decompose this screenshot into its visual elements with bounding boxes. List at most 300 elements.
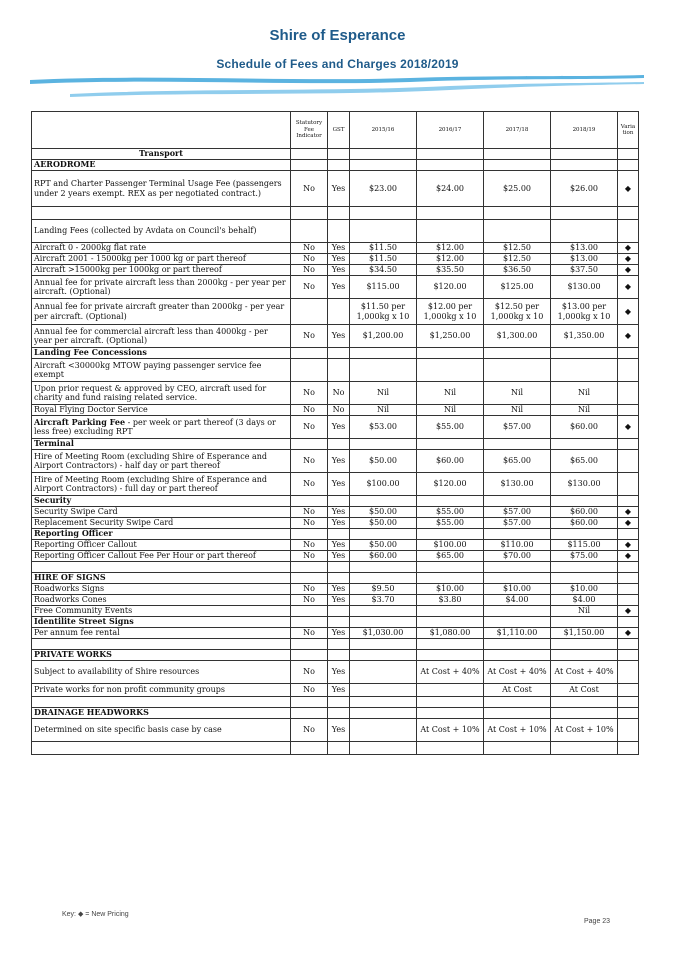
fee-2015-16 xyxy=(350,149,417,160)
fee-2018-19: $130.00 xyxy=(551,473,618,496)
fee-2016-17 xyxy=(417,617,484,628)
statutory-indicator: No xyxy=(291,628,328,639)
statutory-indicator xyxy=(291,439,328,450)
new-pricing-marker: ◆ xyxy=(618,254,639,265)
col-header-2016-17: 2016/17 xyxy=(417,112,484,149)
fee-2015-16: $60.00 xyxy=(350,551,417,562)
fee-2016-17: $12.00 per 1,000kg x 10 xyxy=(417,299,484,325)
fee-2018-19: At Cost xyxy=(551,684,618,697)
fee-2015-16: Nil xyxy=(350,405,417,416)
gst-flag xyxy=(328,697,350,708)
fee-2017-18: $4.00 xyxy=(484,595,551,606)
statutory-indicator: No xyxy=(291,661,328,684)
fee-2017-18 xyxy=(484,606,551,617)
fee-2018-19: At Cost + 10% xyxy=(551,719,618,742)
fee-2018-19: $13.00 xyxy=(551,254,618,265)
fee-2016-17 xyxy=(417,149,484,160)
fee-2018-19: $60.00 xyxy=(551,507,618,518)
fee-2015-16: $3.70 xyxy=(350,595,417,606)
key-legend: Key: ◆ = New Pricing xyxy=(62,911,129,918)
statutory-indicator: No xyxy=(291,450,328,473)
fee-2018-19 xyxy=(551,742,618,755)
fee-2017-18: $25.00 xyxy=(484,171,551,207)
new-pricing-marker xyxy=(618,617,639,628)
table-row xyxy=(32,405,639,416)
fee-description: Private works for non profit community groups xyxy=(32,684,291,697)
fee-description: Identilite Street Signs xyxy=(32,617,291,628)
table-row xyxy=(32,562,639,573)
fee-2018-19 xyxy=(551,617,618,628)
gst-flag: Yes xyxy=(328,595,350,606)
new-pricing-marker xyxy=(618,684,639,697)
gst-flag xyxy=(328,149,350,160)
table-row xyxy=(32,325,639,348)
fee-2017-18: Nil xyxy=(484,405,551,416)
fees-table-body xyxy=(32,149,639,755)
table-row xyxy=(32,265,639,276)
fee-description xyxy=(32,697,291,708)
table-row xyxy=(32,348,639,359)
new-pricing-marker xyxy=(618,359,639,382)
fee-2017-18 xyxy=(484,160,551,171)
fee-2017-18: $130.00 xyxy=(484,473,551,496)
col-header-2018-19: 2018/19 xyxy=(551,112,618,149)
fee-2016-17 xyxy=(417,562,484,573)
new-pricing-marker: ◆ xyxy=(618,416,639,439)
fee-2018-19: $60.00 xyxy=(551,518,618,529)
fee-2017-18: $57.00 xyxy=(484,507,551,518)
fee-2015-16: $100.00 xyxy=(350,473,417,496)
fee-2017-18 xyxy=(484,348,551,359)
table-row xyxy=(32,628,639,639)
statutory-indicator: No xyxy=(291,595,328,606)
new-pricing-marker: ◆ xyxy=(618,551,639,562)
gst-flag: Yes xyxy=(328,171,350,207)
fee-2017-18 xyxy=(484,650,551,661)
fee-2015-16: $115.00 xyxy=(350,276,417,299)
fee-2015-16 xyxy=(350,719,417,742)
swoosh-line-bottom xyxy=(70,82,644,97)
gst-flag: No xyxy=(328,382,350,405)
fee-2017-18: $36.50 xyxy=(484,265,551,276)
new-pricing-marker xyxy=(618,348,639,359)
fee-2016-17: $55.00 xyxy=(417,507,484,518)
statutory-indicator xyxy=(291,359,328,382)
table-row xyxy=(32,207,639,220)
fee-description xyxy=(32,207,291,220)
fee-2016-17: $60.00 xyxy=(417,450,484,473)
gst-flag: Yes xyxy=(328,254,350,265)
page-title: Shire of Esperance xyxy=(269,27,406,44)
gst-flag: Yes xyxy=(328,518,350,529)
fee-2017-18: At Cost + 10% xyxy=(484,719,551,742)
statutory-indicator xyxy=(291,650,328,661)
fee-2015-16 xyxy=(350,562,417,573)
fee-2015-16 xyxy=(350,220,417,243)
new-pricing-marker xyxy=(618,708,639,719)
statutory-indicator xyxy=(291,299,328,325)
new-pricing-marker xyxy=(618,160,639,171)
new-pricing-marker: ◆ xyxy=(618,540,639,551)
table-row xyxy=(32,584,639,595)
fee-2016-17: $65.00 xyxy=(417,551,484,562)
table-row xyxy=(32,617,639,628)
new-pricing-marker xyxy=(618,719,639,742)
table-row xyxy=(32,551,639,562)
fee-2015-16 xyxy=(350,573,417,584)
table-row xyxy=(32,540,639,551)
statutory-indicator: No xyxy=(291,540,328,551)
fee-description: Replacement Security Swipe Card xyxy=(32,518,291,529)
fee-description: Security Swipe Card xyxy=(32,507,291,518)
fee-2015-16: $1,200.00 xyxy=(350,325,417,348)
fee-2016-17 xyxy=(417,529,484,540)
table-row xyxy=(32,742,639,755)
fee-description: Per annum fee rental xyxy=(32,628,291,639)
fee-description xyxy=(32,416,291,439)
gst-flag: Yes xyxy=(328,684,350,697)
new-pricing-marker xyxy=(618,650,639,661)
new-pricing-marker: ◆ xyxy=(618,507,639,518)
gst-flag: Yes xyxy=(328,450,350,473)
fee-description: Aircraft 0 - 2000kg flat rate xyxy=(32,243,291,254)
table-row xyxy=(32,359,639,382)
gst-flag: Yes xyxy=(328,276,350,299)
fee-2018-19 xyxy=(551,496,618,507)
gst-flag xyxy=(328,639,350,650)
gst-flag xyxy=(328,439,350,450)
fee-2018-19 xyxy=(551,160,618,171)
fee-description: Determined on site specific basis case by case xyxy=(32,719,291,742)
fee-2015-16: $53.00 xyxy=(350,416,417,439)
fee-2016-17: At Cost + 40% xyxy=(417,661,484,684)
table-row xyxy=(32,450,639,473)
fee-2016-17 xyxy=(417,348,484,359)
col-header-variation: Varia tion xyxy=(618,112,639,149)
fee-2015-16: $11.50 xyxy=(350,243,417,254)
fee-2018-19: $4.00 xyxy=(551,595,618,606)
fee-2015-16 xyxy=(350,348,417,359)
fee-2015-16: $50.00 xyxy=(350,507,417,518)
fee-description: Reporting Officer xyxy=(32,529,291,540)
col-header-2015-16: 2015/16 xyxy=(350,112,417,149)
statutory-indicator: No xyxy=(291,276,328,299)
table-row xyxy=(32,382,639,405)
new-pricing-marker xyxy=(618,639,639,650)
fee-description: Aircraft >15000kg per 1000kg or part thereof xyxy=(32,265,291,276)
fee-2017-18 xyxy=(484,562,551,573)
statutory-indicator: No xyxy=(291,584,328,595)
fee-2016-17 xyxy=(417,160,484,171)
table-row xyxy=(32,518,639,529)
fee-description-rest: - per week or part thereof (3 days or less free) excluding RPT xyxy=(34,417,276,436)
fee-description: HIRE OF SIGNS xyxy=(32,573,291,584)
fee-description: Aircraft 2001 - 15000kg per 1000 kg or part thereof xyxy=(32,254,291,265)
fee-description: Aircraft <30000kg MTOW paying passenger service fee exempt xyxy=(32,359,291,382)
table-row xyxy=(32,299,639,325)
fee-2016-17: $55.00 xyxy=(417,518,484,529)
statutory-indicator xyxy=(291,573,328,584)
fee-description: Free Community Events xyxy=(32,606,291,617)
new-pricing-marker xyxy=(618,529,639,540)
fee-description: Security xyxy=(32,496,291,507)
fee-2015-16: $50.00 xyxy=(350,450,417,473)
table-row xyxy=(32,595,639,606)
fee-description xyxy=(32,742,291,755)
fee-2018-19: Nil xyxy=(551,405,618,416)
gst-flag xyxy=(328,299,350,325)
fee-description: Annual fee for private aircraft less than 2000kg - per year per aircraft. (Optional) xyxy=(32,276,291,299)
fee-2015-16 xyxy=(350,617,417,628)
fee-2018-19 xyxy=(551,220,618,243)
page-subtitle: Schedule of Fees and Charges 2018/2019 xyxy=(216,57,459,71)
table-row xyxy=(32,254,639,265)
fee-2016-17 xyxy=(417,439,484,450)
fee-description: Terminal xyxy=(32,439,291,450)
statutory-indicator: No xyxy=(291,719,328,742)
fee-2015-16 xyxy=(350,650,417,661)
new-pricing-marker: ◆ xyxy=(618,299,639,325)
gst-flag: Yes xyxy=(328,628,350,639)
col-header-statutory: Statutory Fee Indicator xyxy=(291,112,328,149)
gst-flag: Yes xyxy=(328,507,350,518)
statutory-indicator xyxy=(291,562,328,573)
fee-2017-18: $110.00 xyxy=(484,540,551,551)
fee-description: Hire of Meeting Room (excluding Shire of Esperance and Airport Contractors) - half day or part thereof xyxy=(32,450,291,473)
fee-2017-18 xyxy=(484,573,551,584)
fee-description: Reporting Officer Callout Fee Per Hour or part thereof xyxy=(32,551,291,562)
gst-flag xyxy=(328,220,350,243)
fee-2018-19: Nil xyxy=(551,606,618,617)
fee-2017-18 xyxy=(484,207,551,220)
statutory-indicator xyxy=(291,348,328,359)
fee-description: RPT and Charter Passenger Terminal Usage Fee (passengers under 2 years exempt. REX as per negotiated contract.) xyxy=(32,171,291,207)
new-pricing-marker xyxy=(618,562,639,573)
col-header-description xyxy=(32,112,291,149)
fee-2018-19 xyxy=(551,639,618,650)
statutory-indicator xyxy=(291,697,328,708)
table-row xyxy=(32,416,639,439)
table-row xyxy=(32,606,639,617)
fee-2018-19 xyxy=(551,348,618,359)
col-header-2017-18: 2017/18 xyxy=(484,112,551,149)
fee-2015-16 xyxy=(350,529,417,540)
gst-flag: No xyxy=(328,405,350,416)
gst-flag xyxy=(328,562,350,573)
fees-table xyxy=(31,111,639,755)
gst-flag xyxy=(328,496,350,507)
new-pricing-marker: ◆ xyxy=(618,276,639,299)
statutory-indicator: No xyxy=(291,171,328,207)
category-heading: Transport xyxy=(32,149,291,160)
fee-2017-18 xyxy=(484,220,551,243)
fee-2018-19: $65.00 xyxy=(551,450,618,473)
fee-2015-16 xyxy=(350,639,417,650)
gst-flag xyxy=(328,650,350,661)
new-pricing-marker: ◆ xyxy=(618,243,639,254)
table-row xyxy=(32,496,639,507)
fee-2017-18: Nil xyxy=(484,382,551,405)
fee-2017-18: $12.50 xyxy=(484,243,551,254)
fee-2018-19: $1,350.00 xyxy=(551,325,618,348)
fee-2017-18 xyxy=(484,697,551,708)
fee-2016-17: $120.00 xyxy=(417,276,484,299)
table-row xyxy=(32,276,639,299)
gst-flag xyxy=(328,359,350,382)
fee-2018-19: Nil xyxy=(551,382,618,405)
gst-flag: Yes xyxy=(328,584,350,595)
gst-flag: Yes xyxy=(328,325,350,348)
table-row xyxy=(32,507,639,518)
new-pricing-marker xyxy=(618,595,639,606)
fee-2018-19: $1,150.00 xyxy=(551,628,618,639)
fee-2018-19: $13.00 xyxy=(551,243,618,254)
fee-description: Roadworks Cones xyxy=(32,595,291,606)
fee-2015-16 xyxy=(350,439,417,450)
fee-2016-17: Nil xyxy=(417,382,484,405)
gst-flag xyxy=(328,606,350,617)
new-pricing-marker: ◆ xyxy=(618,171,639,207)
fee-2015-16: $11.50 per 1,000kg x 10 xyxy=(350,299,417,325)
fee-description: DRAINAGE HEADWORKS xyxy=(32,708,291,719)
gst-flag: Yes xyxy=(328,540,350,551)
statutory-indicator: No xyxy=(291,684,328,697)
statutory-indicator xyxy=(291,742,328,755)
fee-2018-19 xyxy=(551,697,618,708)
table-row xyxy=(32,639,639,650)
fee-description: Annual fee for private aircraft greater than 2000kg - per year per aircraft. (Optional) xyxy=(32,299,291,325)
fee-description: Landing Fee Concessions xyxy=(32,348,291,359)
table-row xyxy=(32,661,639,684)
fee-description: Annual fee for commercial aircraft less than 4000kg - per year per aircraft. (Optional) xyxy=(32,325,291,348)
new-pricing-marker: ◆ xyxy=(618,628,639,639)
fee-2018-19: $10.00 xyxy=(551,584,618,595)
new-pricing-marker xyxy=(618,473,639,496)
fee-2018-19 xyxy=(551,149,618,160)
gst-flag: Yes xyxy=(328,719,350,742)
fee-description xyxy=(32,562,291,573)
gst-flag: Yes xyxy=(328,265,350,276)
fee-2018-19 xyxy=(551,439,618,450)
gst-flag: Yes xyxy=(328,416,350,439)
new-pricing-marker: ◆ xyxy=(618,265,639,276)
fee-2016-17: $1,080.00 xyxy=(417,628,484,639)
fee-2015-16: $1,030.00 xyxy=(350,628,417,639)
fee-2016-17 xyxy=(417,684,484,697)
fee-2017-18: $12.50 xyxy=(484,254,551,265)
fee-2015-16 xyxy=(350,496,417,507)
fee-2016-17 xyxy=(417,708,484,719)
fee-2018-19: At Cost + 40% xyxy=(551,661,618,684)
statutory-indicator: No xyxy=(291,325,328,348)
new-pricing-marker xyxy=(618,405,639,416)
table-row xyxy=(32,171,639,207)
fee-2016-17 xyxy=(417,359,484,382)
table-header-row xyxy=(32,112,639,149)
gst-flag: Yes xyxy=(328,473,350,496)
statutory-indicator: No xyxy=(291,382,328,405)
statutory-indicator: No xyxy=(291,518,328,529)
fee-2016-17: $10.00 xyxy=(417,584,484,595)
fee-2017-18 xyxy=(484,496,551,507)
fee-2016-17: $3.80 xyxy=(417,595,484,606)
gst-flag xyxy=(328,708,350,719)
fee-2016-17 xyxy=(417,606,484,617)
table-row xyxy=(32,573,639,584)
fee-2018-19: $130.00 xyxy=(551,276,618,299)
statutory-indicator xyxy=(291,617,328,628)
fee-2017-18: $12.50 per 1,000kg x 10 xyxy=(484,299,551,325)
fee-2016-17: $55.00 xyxy=(417,416,484,439)
new-pricing-marker xyxy=(618,584,639,595)
table-row xyxy=(32,708,639,719)
new-pricing-marker xyxy=(618,742,639,755)
fee-2017-18 xyxy=(484,708,551,719)
fee-2016-17: At Cost + 10% xyxy=(417,719,484,742)
new-pricing-marker xyxy=(618,439,639,450)
fee-2018-19 xyxy=(551,207,618,220)
statutory-indicator xyxy=(291,149,328,160)
fee-2018-19 xyxy=(551,359,618,382)
table-row xyxy=(32,697,639,708)
statutory-indicator xyxy=(291,496,328,507)
gst-flag xyxy=(328,617,350,628)
fee-2017-18: $10.00 xyxy=(484,584,551,595)
fee-2017-18: $57.00 xyxy=(484,518,551,529)
table-row xyxy=(32,149,639,160)
fee-2017-18: $125.00 xyxy=(484,276,551,299)
statutory-indicator: No xyxy=(291,473,328,496)
fee-2015-16: $11.50 xyxy=(350,254,417,265)
table-row xyxy=(32,650,639,661)
fee-2018-19 xyxy=(551,650,618,661)
statutory-indicator: No xyxy=(291,507,328,518)
fee-description xyxy=(32,639,291,650)
gst-flag: Yes xyxy=(328,551,350,562)
statutory-indicator xyxy=(291,639,328,650)
fee-description: Royal Flying Doctor Service xyxy=(32,405,291,416)
fee-2018-19 xyxy=(551,562,618,573)
new-pricing-marker xyxy=(618,697,639,708)
new-pricing-marker: ◆ xyxy=(618,606,639,617)
fee-2017-18 xyxy=(484,639,551,650)
table-row xyxy=(32,220,639,243)
fee-2018-19: $26.00 xyxy=(551,171,618,207)
fee-2018-19: $13.00 per 1,000kg x 10 xyxy=(551,299,618,325)
new-pricing-marker xyxy=(618,450,639,473)
fee-2015-16 xyxy=(350,708,417,719)
fee-2018-19: $115.00 xyxy=(551,540,618,551)
fee-2016-17 xyxy=(417,697,484,708)
fee-2017-18: At Cost xyxy=(484,684,551,697)
table-row xyxy=(32,719,639,742)
fee-2017-18: $65.00 xyxy=(484,450,551,473)
new-pricing-marker xyxy=(618,496,639,507)
statutory-indicator xyxy=(291,529,328,540)
fee-2015-16 xyxy=(350,742,417,755)
new-pricing-marker: ◆ xyxy=(618,518,639,529)
fee-2018-19 xyxy=(551,573,618,584)
gst-flag: Yes xyxy=(328,661,350,684)
fee-description: Hire of Meeting Room (excluding Shire of Esperance and Airport Contractors) - full day or part thereof xyxy=(32,473,291,496)
fee-2015-16: $23.00 xyxy=(350,171,417,207)
statutory-indicator: No xyxy=(291,265,328,276)
statutory-indicator xyxy=(291,220,328,243)
gst-flag xyxy=(328,529,350,540)
table-row xyxy=(32,529,639,540)
gst-flag xyxy=(328,207,350,220)
fee-description: Roadworks Signs xyxy=(32,584,291,595)
